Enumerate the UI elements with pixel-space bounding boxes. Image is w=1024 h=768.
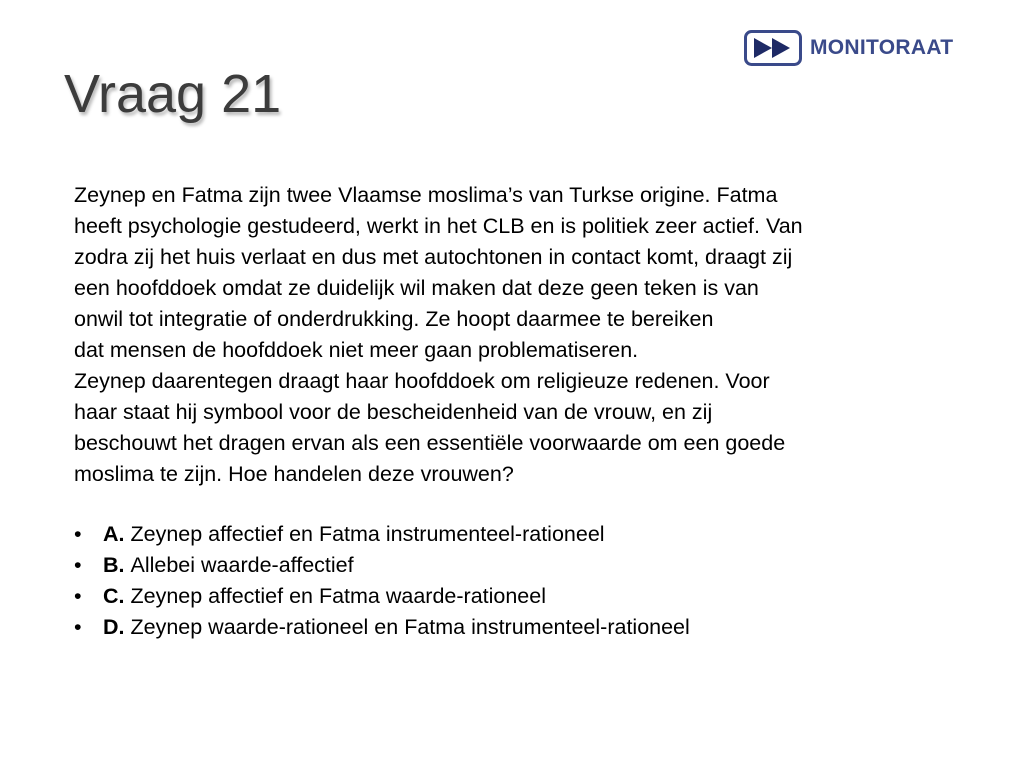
question-line: haar staat hij symbool voor de bescheidenheid van de vrouw, en zij — [74, 400, 713, 424]
question-line: een hoofddoek omdat ze duidelijk wil maken dat deze geen teken is van — [74, 276, 759, 300]
option-text: Zeynep waarde-rationeel en Fatma instrumenteel-rationeel — [130, 615, 690, 639]
question-line: heeft psychologie gestudeerd, werkt in het CLB en is politiek zeer actief. Van — [74, 214, 803, 238]
bullet: • — [74, 522, 82, 546]
question-line: onwil tot integratie of onderdrukking. Ze hoopt daarmee te bereiken — [74, 307, 714, 331]
question-line: Zeynep en Fatma zijn twee Vlaamse moslima’s van Turkse origine. Fatma — [74, 183, 778, 207]
logo-text: MONITORAAT — [810, 36, 954, 59]
question-line: beschouwt het dragen ervan als een essentiële voorwaarde om een goede — [74, 431, 786, 455]
bullet: • — [74, 584, 82, 608]
option-letter: B. — [103, 553, 125, 577]
bullet: • — [74, 553, 82, 577]
fast-forward-icon — [744, 30, 802, 66]
answer-option-d — [74, 612, 690, 643]
question-line: dat mensen de hoofddoek niet meer gaan problematiseren. — [74, 338, 639, 362]
monitoraat-logo — [744, 29, 953, 67]
question-text — [74, 180, 954, 490]
answer-option-b — [74, 550, 690, 581]
answer-options-list — [74, 519, 690, 643]
bullet: • — [74, 615, 82, 639]
question-line: zodra zij het huis verlaat en dus met autochtonen in contact komt, draagt zij — [74, 245, 793, 269]
question-line: Zeynep daarentegen draagt haar hoofddoek om religieuze redenen. Voor — [74, 369, 770, 393]
option-text: Allebei waarde-affectief — [130, 553, 354, 577]
slide-title: Vraag 21 — [64, 64, 282, 124]
option-text: Zeynep affectief en Fatma waarde-rationeel — [130, 584, 547, 608]
option-letter: A. — [103, 522, 125, 546]
answer-option-c — [74, 581, 690, 612]
option-letter: C. — [103, 584, 125, 608]
answer-option-a — [74, 519, 690, 550]
question-line: moslima te zijn. Hoe handelen deze vrouwen? — [74, 462, 514, 486]
option-letter: D. — [103, 615, 125, 639]
option-text: Zeynep affectief en Fatma instrumenteel-rationeel — [130, 522, 605, 546]
